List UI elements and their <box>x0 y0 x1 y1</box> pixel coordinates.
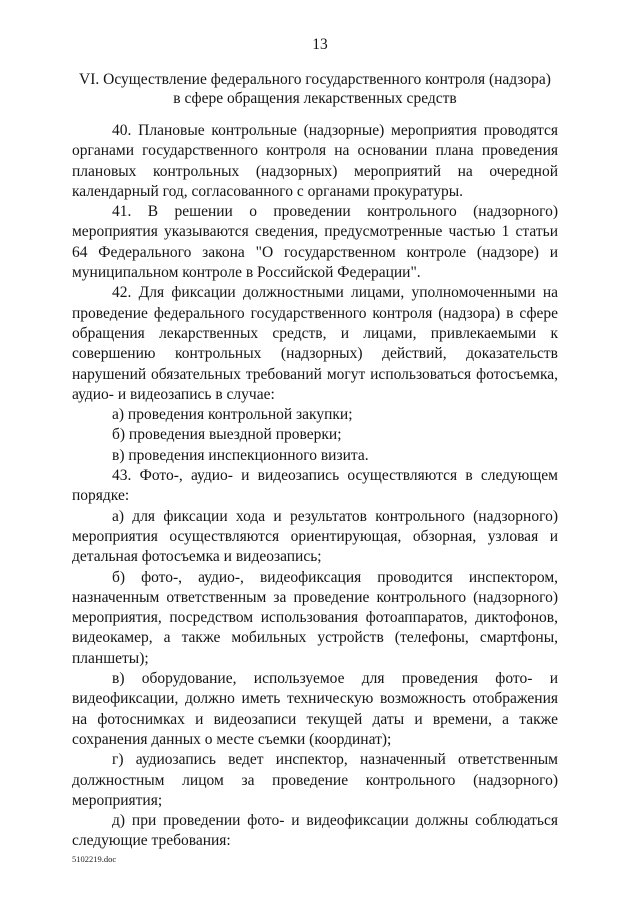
paragraph-41: 41. В решении о проведении контрольного (надзорного) мероприятия указываются сведения, предусмотренные частью 1 статьи 64 Федерального закона "О государственном контроле (надзоре) и муниципальном контроле в Российской Федерации". <box>72 203 558 282</box>
paragraph-42-item-v: в) проведения инспекционного визита. <box>112 446 369 464</box>
file-name-footer: 5102219.doc <box>72 854 117 864</box>
paragraph-42-item-b: б) проведения выездной проверки; <box>112 426 342 444</box>
paragraph-43-item-v: в) оборудование, используемое для проведения фото- и видеофиксации, должно иметь техническую возможность отображения на фотоснимках и видеозаписи текущей даты и времени, а также сохранения данных о месте съемки (координат); <box>72 670 558 748</box>
paragraph-43-item-g: г) аудиозапись ведет инспектор, назначенный ответственным должностным лицом за проведение контрольного (надзорного) мероприятия; <box>72 751 558 809</box>
page-number: 13 <box>312 36 328 53</box>
section-title <box>72 70 558 108</box>
document-body <box>72 121 558 852</box>
paragraph-43-item-d: д) при проведении фото- и видеофиксации должны соблюдаться следующие требования: <box>72 812 558 850</box>
section-title-line-2: в сфере обращения лекарственных средств <box>173 90 457 107</box>
paragraph-43: 43. Фото-, аудио- и видеозапись осуществляются в следующем порядке: <box>72 467 558 505</box>
paragraph-43-item-a: а) для фиксации хода и результатов контрольного (надзорного) мероприятия осуществляются ориентирующая, обзорная, узловая и детальная фотосъемка и видеозапись; <box>72 507 558 566</box>
paragraph-40: 40. Плановые контрольные (надзорные) мероприятия проводятся органами государственного контроля на основании плана проведения плановых контрольных (надзорных) мероприятий на очередной календарный год, согласованного с органами прокуратуры. <box>72 122 558 200</box>
section-title-line-1: VI. Осуществление федерального государственного контроля (надзора) <box>79 71 551 88</box>
paragraph-43-item-b: б) фото-, аудио-, видеофиксация проводится инспектором, назначенным ответственным за проведение контрольного (надзорного) мероприятия, посредством использования фотоаппаратов, диктофонов, видеокамер, а также мобильных устройств (телефоны, смартфоны, планшеты); <box>72 568 558 667</box>
paragraph-42: 42. Для фиксации должностными лицами, уполномоченными на проведение федерального государственного контроля (надзора) в сфере обращения лекарственных средств, и лицами, привлекаемыми к совершению контрольных (надзорных) действий, доказательств нарушений обязательных требований могут использоваться фотосъемка, аудио- и видеозапись в случае: <box>72 284 558 403</box>
paragraph-42-item-a: а) проведения контрольной закупки; <box>112 406 353 424</box>
